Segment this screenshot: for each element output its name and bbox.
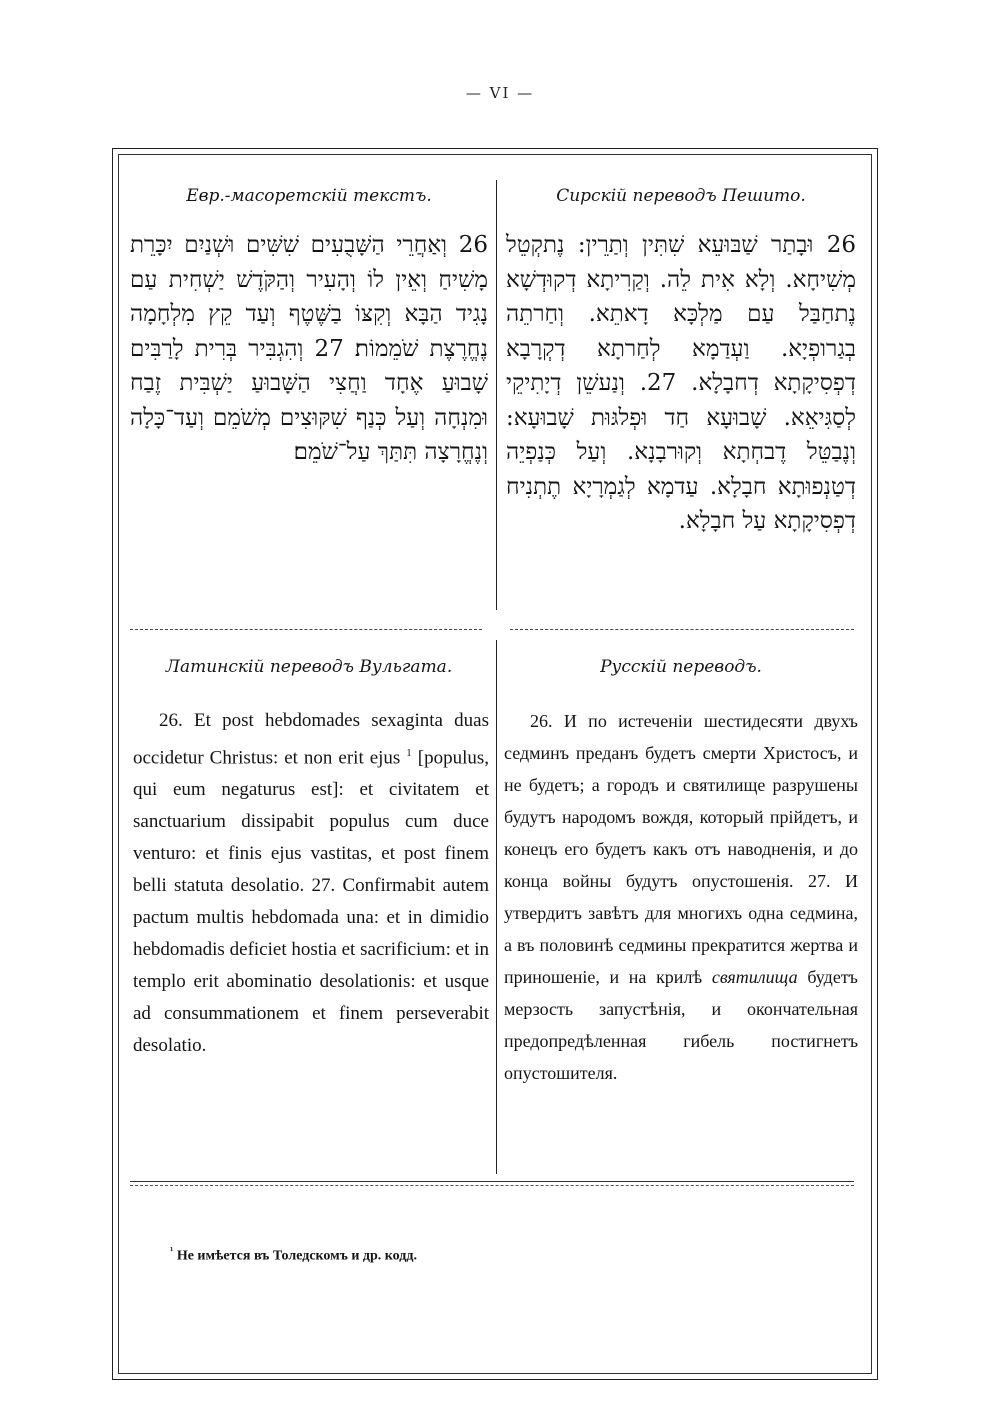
- russian-header: Русскій переводъ.: [600, 657, 762, 677]
- russian-text-part2: будетъ мерзость запустѣнія, и окончательная предопредѣленная гибель постигнетъ опустошителя.: [504, 967, 858, 1083]
- column-divider-bottom: [496, 640, 497, 1174]
- latin-text-part2: [populus, qui eum negaturus est]: et civitatem et sanctuarium dissipabit populus cum duce venturo: et finis ejus vastitas, et post finem belli statuta desolatio. 27. Confirmabit autem pactum multis hebdomada una: et in dimidio hebdomadis deficiet hostia et sacrificium: et in templo erit abominatio desolationis: et usque ad consummationem et finem perseverabit desolatio.: [133, 747, 490, 1057]
- text-end-rule-dashed: [130, 1185, 854, 1186]
- column-divider-top: [496, 180, 497, 610]
- syriac-header: Сирскій переводъ Пешито.: [556, 186, 806, 206]
- text-end-rule: [130, 1181, 854, 1182]
- russian-text-italic: святилища: [711, 967, 798, 987]
- latin-header: Латинскій переводъ Вульгата.: [165, 657, 453, 677]
- section-rule-right: [510, 629, 854, 630]
- footnote-reference: 1: [406, 747, 412, 759]
- latin-text-part1: 26. Et post hebdomades sexaginta duas occidetur Christus: et non erit ejus: [133, 710, 489, 769]
- hebrew-header: Евр.-масоретскій текстъ.: [186, 186, 432, 206]
- russian-text-part1: 26. И по истеченіи шестидесяти двухъ седминъ преданъ будетъ смерти Христосъ, и не будетъ; а городъ и святилище разрушены будутъ народомъ вождя, который прійдетъ, и конецъ его будетъ какъ отъ наводненія, и до конца войны будутъ опустошенія. 27. И утвердитъ завѣтъ для многихъ одна седмина, а въ половинѣ седмины прекратится жертва и приношеніе, и на крилѣ: [504, 711, 858, 987]
- section-rule-left: [130, 629, 482, 630]
- russian-text: [504, 705, 858, 1089]
- latin-text: [133, 705, 489, 1062]
- hebrew-text: 26 וְאַחֲרֵי הַשָּׁבֻעִים שִׁשִּׁים וּשְׁנַיִם יִכָּרֵת מָשִׁיחַ וְאֵין לוֹ וְהָעִיר וְהַקֹּדֶשׁ יַשְׁחִית עַם נָגִיד הַבָּא וְקִצּוֹ בַשֶּׁטֶף וְעַד קֵץ מִלְחָמָה נֶחֱרֶצֶת שֹׁמֵמוֹת׃ 27 וְהִגְבִּיר בְּרִית לָרַבִּים שָׁבוּעַ אֶחָד וַחֲצִי הַשָּׁבוּעַ יַשְׁבִּית זֶבַח וּמִנְחָה וְעַל כְּנַף שִׁקּוּצִים מְשֹׁמֵם וְעַד־כָּלָה וְנֶחֱרָצָה תִּתַּךְ עַל־שֹׁמֵם׃: [130, 232, 488, 465]
- syriac-text: 26 וּבָתַר שַׁבּוּעֵא שִׁתִּין וְתַרֵין: נֶתקְטֵל מְשִׁיחָא. וְלָא אִית לֵה. וְקַרִיתָא דְקוּדְשָׁא נֶתחַבַּל עַם מַלְכָּא דָאתֵא. וְחַרתֵה בְגַרופְיָא. וַעְדַמָא לְחַרתָא דְקְרָבָא דְפְסִיקָתָא דְחבָלָא. 27. וְנַעשֵׁן דְיָתִיקֵי לְסַגִּיאֵא. שָׁבוּעָא חַד וּפְלגּוּת שָׁבוּעָא: וְנֶבַטֵּל דֶבחְתָא וְקוּרבָנָא. וְעַל כְּנַפְיֵה דְטַנְפוּתָא חבָלָא. עַדמָא לְגַמְרָיָא תֶתְנִיח דְפְסִיקָתָא עַל חבָלָא.: [506, 232, 856, 534]
- footnote-marker: ¹: [170, 1245, 174, 1257]
- footnote-text: Не имѣется въ Толедскомъ и др. кодд.: [176, 1248, 417, 1264]
- page-number: — VI —: [465, 84, 535, 102]
- footnote: [170, 1245, 417, 1265]
